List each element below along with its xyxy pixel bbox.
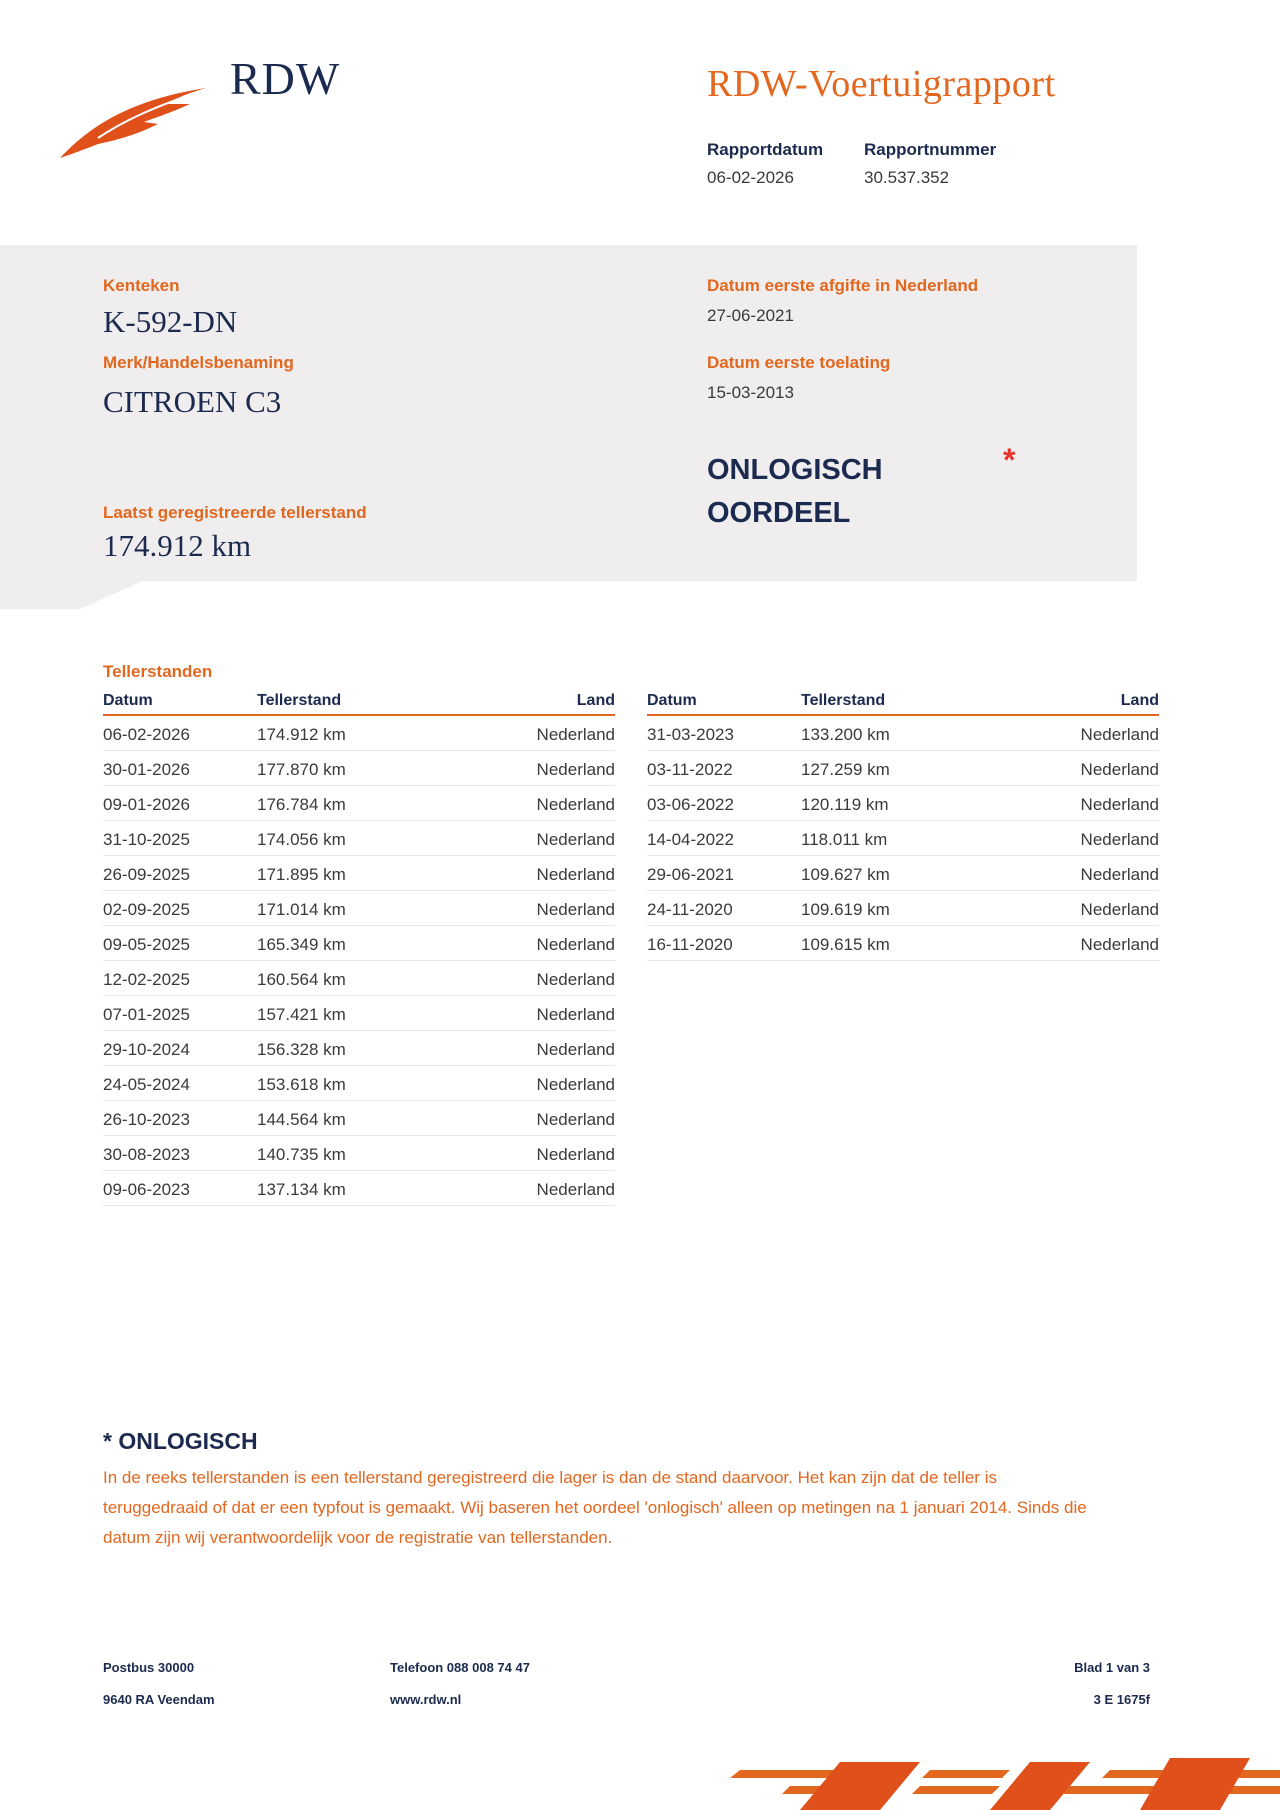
cell-datum: 26-09-2025 (103, 865, 190, 884)
cell-tellerstand: 156.328 km (257, 1040, 346, 1059)
merk-label: Merk/Handelsbenaming (103, 353, 294, 372)
cell-datum: 12-02-2025 (103, 970, 190, 989)
footer-phone: Telefoon 088 008 74 47 (390, 1660, 530, 1675)
cell-datum: 31-03-2023 (647, 725, 734, 744)
header-datum: Datum (103, 692, 153, 709)
header-land: Land (576, 692, 615, 709)
toelating-value: 15-03-2013 (707, 383, 794, 402)
afgifte-value: 27-06-2021 (707, 306, 794, 325)
footer-website[interactable]: www.rdw.nl (390, 1692, 462, 1707)
table-row (647, 751, 1159, 786)
table-header (647, 692, 1159, 716)
cell-land: Nederland (1080, 725, 1159, 744)
cell-tellerstand: 144.564 km (257, 1110, 346, 1129)
tellerstanden-table-right (647, 692, 1159, 961)
cell-tellerstand: 109.619 km (801, 900, 890, 919)
orange-stripes-icon (730, 1756, 1280, 1810)
cell-tellerstand: 109.627 km (801, 865, 890, 884)
cell-tellerstand: 127.259 km (801, 760, 890, 779)
cell-datum: 02-09-2025 (103, 900, 190, 919)
cell-datum: 26-10-2023 (103, 1110, 190, 1129)
cell-land: Nederland (536, 1110, 615, 1129)
cell-tellerstand: 133.200 km (801, 725, 890, 744)
kenteken-label: Kenteken (103, 276, 180, 295)
cell-tellerstand: 176.784 km (257, 795, 346, 814)
cell-land: Nederland (536, 1075, 615, 1094)
cell-datum: 09-01-2026 (103, 795, 190, 814)
table-row (103, 891, 615, 926)
table-row (103, 751, 615, 786)
table-row (103, 1031, 615, 1066)
cell-land: Nederland (536, 1005, 615, 1024)
tellerstanden-title: Tellerstanden (103, 662, 213, 681)
tellerstand-value: 174.912 km (103, 528, 252, 563)
panel-tab-decoration (0, 580, 145, 609)
rapportdatum-value: 06-02-2026 (707, 168, 794, 187)
cell-datum: 16-11-2020 (647, 935, 733, 954)
cell-tellerstand: 157.421 km (257, 1005, 346, 1024)
cell-datum: 03-06-2022 (647, 795, 734, 814)
table-row (103, 856, 615, 891)
cell-land: Nederland (1080, 935, 1159, 954)
header-tellerstand: Tellerstand (801, 692, 886, 709)
table-row (647, 926, 1159, 961)
table-row (103, 961, 615, 996)
table-row (103, 716, 615, 751)
cell-land: Nederland (536, 900, 615, 919)
table-row (103, 1066, 615, 1101)
cell-tellerstand: 118.011 km (801, 830, 888, 849)
cell-datum: 14-04-2022 (647, 830, 734, 849)
cell-tellerstand: 120.119 km (801, 795, 889, 814)
tellerstand-label: Laatst geregistreerde tellerstand (103, 503, 367, 522)
rapportnummer-label: Rapportnummer (864, 140, 997, 159)
cell-land: Nederland (1080, 865, 1159, 884)
cell-land: Nederland (536, 760, 615, 779)
table-row (103, 1171, 615, 1206)
cell-land: Nederland (536, 1180, 615, 1199)
cell-tellerstand: 174.056 km (257, 830, 346, 849)
footer-code: 3 E 1675f (1093, 1692, 1150, 1707)
cell-tellerstand: 153.618 km (257, 1075, 346, 1094)
cell-datum: 29-06-2021 (647, 865, 734, 884)
header-land: Land (1120, 692, 1159, 709)
footer-page: Blad 1 van 3 (1074, 1660, 1150, 1675)
cell-datum: 07-01-2025 (103, 1005, 190, 1024)
cell-land: Nederland (536, 1145, 615, 1164)
cell-datum: 03-11-2022 (647, 760, 733, 779)
cell-datum: 31-10-2025 (103, 830, 190, 849)
cell-tellerstand: 177.870 km (257, 760, 346, 779)
verdict-line2: OORDEEL (707, 497, 851, 529)
cell-datum: 29-10-2024 (103, 1040, 190, 1059)
cell-land: Nederland (1080, 795, 1159, 814)
verdict-line1: ONLOGISCH (707, 454, 883, 486)
cell-land: Nederland (536, 935, 615, 954)
cell-tellerstand: 171.895 km (257, 865, 346, 884)
rapportnummer-value: 30.537.352 (864, 168, 950, 187)
afgifte-label: Datum eerste afgifte in Nederland (707, 276, 979, 295)
cell-tellerstand: 140.735 km (257, 1145, 346, 1164)
cell-land: Nederland (536, 725, 615, 744)
table-row (103, 1136, 615, 1171)
table-row (647, 786, 1159, 821)
cell-tellerstand: 137.134 km (257, 1180, 346, 1199)
rapportdatum-label: Rapportdatum (707, 140, 824, 159)
logo-text: RDW (230, 53, 341, 104)
cell-land: Nederland (536, 865, 615, 884)
header-datum: Datum (647, 692, 697, 709)
header-tellerstand: Tellerstand (257, 692, 342, 709)
cell-datum: 24-05-2024 (103, 1075, 190, 1094)
cell-tellerstand: 165.349 km (257, 935, 346, 954)
table-row (103, 926, 615, 961)
table-row (647, 821, 1159, 856)
tellerstanden-table-left (103, 692, 615, 1206)
cell-datum: 09-06-2023 (103, 1180, 190, 1199)
verdict-star: * (1003, 442, 1016, 478)
cell-land: Nederland (536, 795, 615, 814)
note-text: In de reeks tellerstanden is een tellerstand geregistreerd die lager is dan de stand daarvoor. Het kan zijn dat de teller is teruggedraaid of dat er een typfout is gemaakt. Wij baseren het oordeel 'onlogisch' alleen op metingen na 1 januari 2014. Sinds die datum zijn wij verantwoordelijk voor de registratie van tellerstanden. (103, 1468, 1087, 1547)
cell-datum: 06-02-2026 (103, 725, 190, 744)
footer-address-line2: 9640 RA Veendam (103, 1692, 215, 1707)
rdw-feather-logo-icon (58, 78, 208, 160)
toelating-label: Datum eerste toelating (707, 353, 891, 372)
table-row (103, 821, 615, 856)
cell-land: Nederland (1080, 900, 1159, 919)
table-row (103, 996, 615, 1031)
cell-tellerstand: 171.014 km (257, 900, 346, 919)
cell-datum: 09-05-2025 (103, 935, 190, 954)
cell-tellerstand: 109.615 km (801, 935, 890, 954)
table-header (103, 692, 615, 716)
table-row (103, 1101, 615, 1136)
table-row (103, 786, 615, 821)
note-title: * ONLOGISCH (103, 1428, 258, 1454)
cell-land: Nederland (536, 970, 615, 989)
cell-land: Nederland (1080, 760, 1159, 779)
table-row (647, 891, 1159, 926)
cell-land: Nederland (536, 1040, 615, 1059)
cell-land: Nederland (536, 830, 615, 849)
table-row (647, 716, 1159, 751)
cell-datum: 30-01-2026 (103, 760, 190, 779)
report-title: RDW-Voertuigrapport (707, 63, 1056, 105)
footer-address-line1: Postbus 30000 (103, 1660, 195, 1675)
cell-land: Nederland (1080, 830, 1159, 849)
cell-tellerstand: 174.912 km (257, 725, 346, 744)
cell-datum: 24-11-2020 (647, 900, 733, 919)
merk-value: CITROEN C3 (103, 384, 282, 419)
cell-datum: 30-08-2023 (103, 1145, 190, 1164)
kenteken-value: K-592-DN (103, 304, 238, 339)
table-row (647, 856, 1159, 891)
cell-tellerstand: 160.564 km (257, 970, 346, 989)
